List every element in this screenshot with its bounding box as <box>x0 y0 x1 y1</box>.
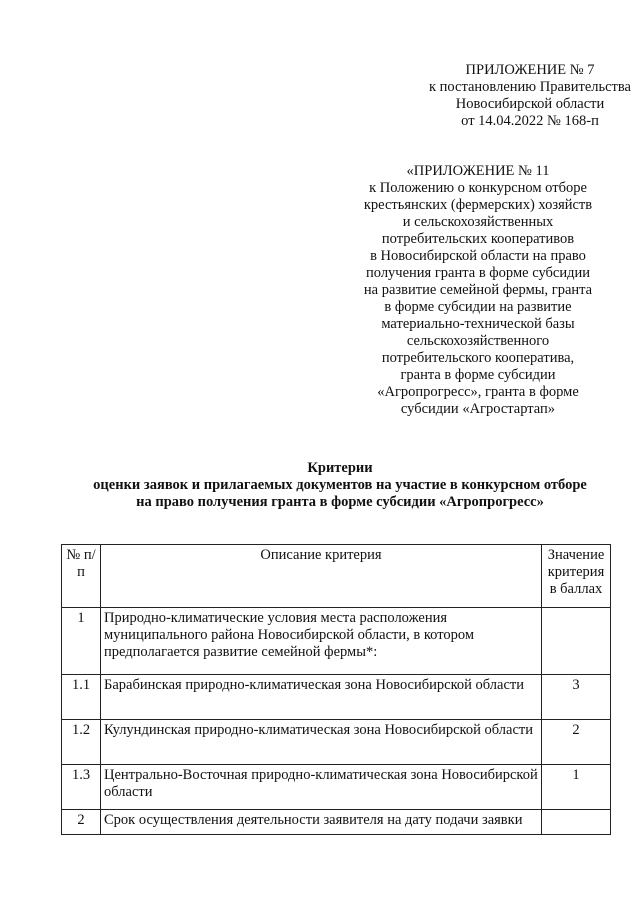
row-description: Природно-климатические условия места расположения муниципального района Новосибирской области, в котором предполагается развитие семейной фермы*: <box>101 608 542 675</box>
header-number: № п/п <box>62 545 101 608</box>
appendix-7-line: к постановлению Правительства <box>429 79 631 95</box>
row-value <box>542 810 611 835</box>
appendix-11-line: субсидии «Агростартап» <box>400 401 556 417</box>
appendix-11-line: к Положению о конкурсном отборе <box>369 180 587 196</box>
header-value: Значение критерия в баллах <box>542 545 611 608</box>
table-header-row <box>62 545 611 608</box>
row-number: 2 <box>62 810 101 835</box>
criteria-table <box>61 544 611 835</box>
appendix-7-line: от 14.04.2022 № 168-п <box>461 113 599 129</box>
row-description: Срок осуществления деятельности заявителя на дату подачи заявки <box>101 810 542 835</box>
appendix-11-line: «ПРИЛОЖЕНИЕ № 11 <box>406 163 550 179</box>
appendix-11-line: и сельскохозяйственных <box>402 214 554 230</box>
title-line: оценки заявок и прилагаемых документов на участие в конкурсном отборе <box>93 477 587 493</box>
document-title <box>40 460 640 511</box>
row-number: 1 <box>62 608 101 675</box>
appendix-11-line: «Агропрогресс», гранта в форме <box>377 384 579 400</box>
appendix-11-line: крестьянских (фермерских) хозяйств <box>363 197 593 213</box>
header-description: Описание критерия <box>101 545 542 608</box>
appendix-11-line: на развитие семейной фермы, гранта <box>363 282 593 298</box>
row-description: Центрально-Восточная природно-климатическая зона Новосибирской области <box>101 765 542 810</box>
appendix-11-line: в Новосибирской области на право <box>370 248 586 264</box>
row-value: 2 <box>542 720 611 765</box>
title-line: на право получения гранта в форме субсидии «Агропрогресс» <box>136 494 544 510</box>
appendix-11-header <box>330 163 626 418</box>
row-value: 1 <box>542 765 611 810</box>
appendix-7-line: Новосибирской области <box>455 96 605 112</box>
table-row <box>62 720 611 765</box>
row-value: 3 <box>542 675 611 720</box>
row-description: Кулундинская природно-климатическая зона Новосибирской области <box>101 720 542 765</box>
table-row <box>62 675 611 720</box>
appendix-7-header <box>380 62 640 130</box>
row-number: 1.2 <box>62 720 101 765</box>
table-row <box>62 608 611 675</box>
title-line: Критерии <box>307 460 373 476</box>
appendix-11-line: получения гранта в форме субсидии <box>366 265 590 281</box>
appendix-11-line: потребительского кооператива, <box>381 350 575 366</box>
row-value <box>542 608 611 675</box>
appendix-7-line: ПРИЛОЖЕНИЕ № 7 <box>465 62 595 78</box>
appendix-11-line: потребительских кооперативов <box>381 231 575 247</box>
row-number: 1.3 <box>62 765 101 810</box>
appendix-11-line: в форме субсидии на развитие <box>384 299 572 315</box>
table-row <box>62 810 611 835</box>
row-description: Барабинская природно-климатическая зона Новосибирской области <box>101 675 542 720</box>
appendix-11-line: материально-технической базы <box>381 316 575 332</box>
row-number: 1.1 <box>62 675 101 720</box>
appendix-11-line: сельскохозяйственного <box>406 333 550 349</box>
table-row <box>62 765 611 810</box>
appendix-11-line: гранта в форме субсидии <box>400 367 556 383</box>
